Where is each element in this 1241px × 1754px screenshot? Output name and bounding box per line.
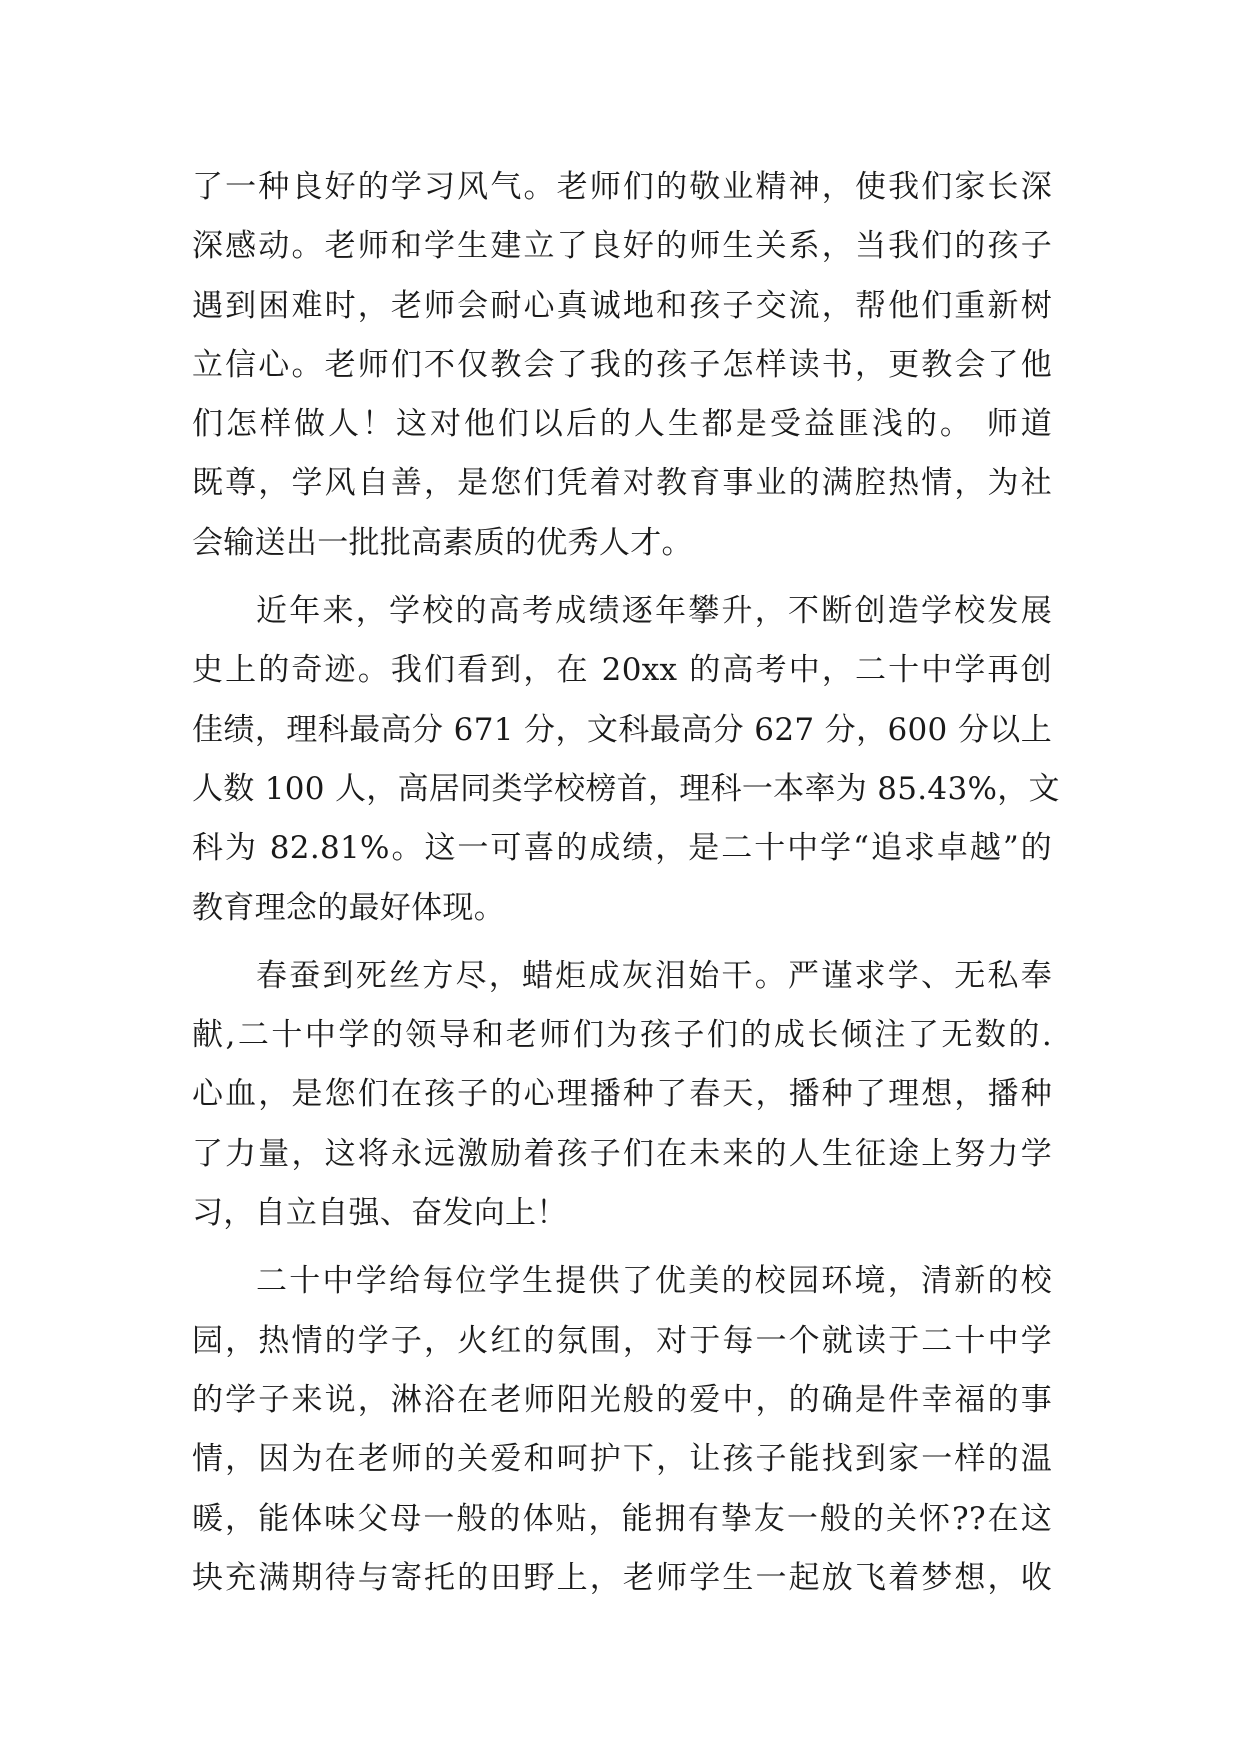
paragraph-2: [192, 582, 1060, 938]
text-line: 们怎样做人！这对他们以后的人生都是受益匪浅的。 师道: [192, 406, 1052, 443]
text-line: 情，因为在老师的关爱和呵护下，让孩子能找到家一样的温: [192, 1441, 1052, 1478]
text-line: 遇到困难时，老师会耐心真诚地和孩子交流，帮他们重新树: [192, 287, 1052, 324]
text-line: 近年来，学校的高考成绩逐年攀升，不断创造学校发展: [256, 593, 1052, 630]
text-line: 二十中学给每位学生提供了优美的校园环境，清新的校: [256, 1263, 1052, 1300]
text-line: 习，自立自强、奋发向上！: [192, 1195, 568, 1232]
text-line: 心血，是您们在孩子的心理播种了春天，播种了理想，播种: [192, 1076, 1052, 1113]
text-line: 史上的奇迹。我们看到，在 20xx 的高考中，二十中学再创: [192, 652, 1052, 689]
text-line: 了一种良好的学习风气。老师们的敬业精神，使我们家长深: [192, 169, 1052, 205]
text-line: 献,二十中学的领导和老师们为孩子们的成长倾注了无数的.: [192, 1017, 1052, 1054]
text-line: 块充满期待与寄托的田野上，老师学生一起放飞着梦想，收: [192, 1559, 1052, 1596]
paragraph-3: [192, 947, 1052, 1243]
text-line: 暖，能体味父母一般的体贴，能拥有挚友一般的关怀??在这: [192, 1500, 1052, 1537]
text-line: 人数 100 人，高居同类学校榜首，理科一本率为 85.43%，文: [192, 770, 1060, 807]
text-line: 会输送出一批批高素质的优秀人才。: [192, 524, 693, 561]
text-line: 佳绩，理科最高分 671 分，文科最高分 627 分，600 分以上: [192, 711, 1052, 748]
text-line: 的学子来说，淋浴在老师阳光般的爱中，的确是件幸福的事: [192, 1381, 1052, 1418]
text-line: 教育理念的最好体现。: [192, 889, 505, 926]
paragraph-4: [192, 1252, 1052, 1608]
paragraph-1: [192, 158, 1052, 573]
text-line: 科为 82.81%。这一可喜的成绩，是二十中学“追求卓越”的: [192, 830, 1052, 867]
text-line: 深感动。老师和学生建立了良好的师生关系，当我们的孩子: [192, 228, 1052, 265]
text-line: 春蚕到死丝方尽，蜡炬成灰泪始干。严谨求学、无私奉: [256, 957, 1052, 994]
text-line: 既尊，学风自善，是您们凭着对教育事业的满腔热情，为社: [192, 465, 1052, 502]
text-line: 了力量，这将永远激励着孩子们在未来的人生征途上努力学: [192, 1135, 1052, 1172]
text-line: 园，热情的学子，火红的氛围，对于每一个就读于二十中学: [192, 1322, 1052, 1359]
body-text: [192, 158, 1060, 1617]
text-line: 立信心。老师们不仅教会了我的孩子怎样读书，更教会了他: [192, 346, 1052, 383]
